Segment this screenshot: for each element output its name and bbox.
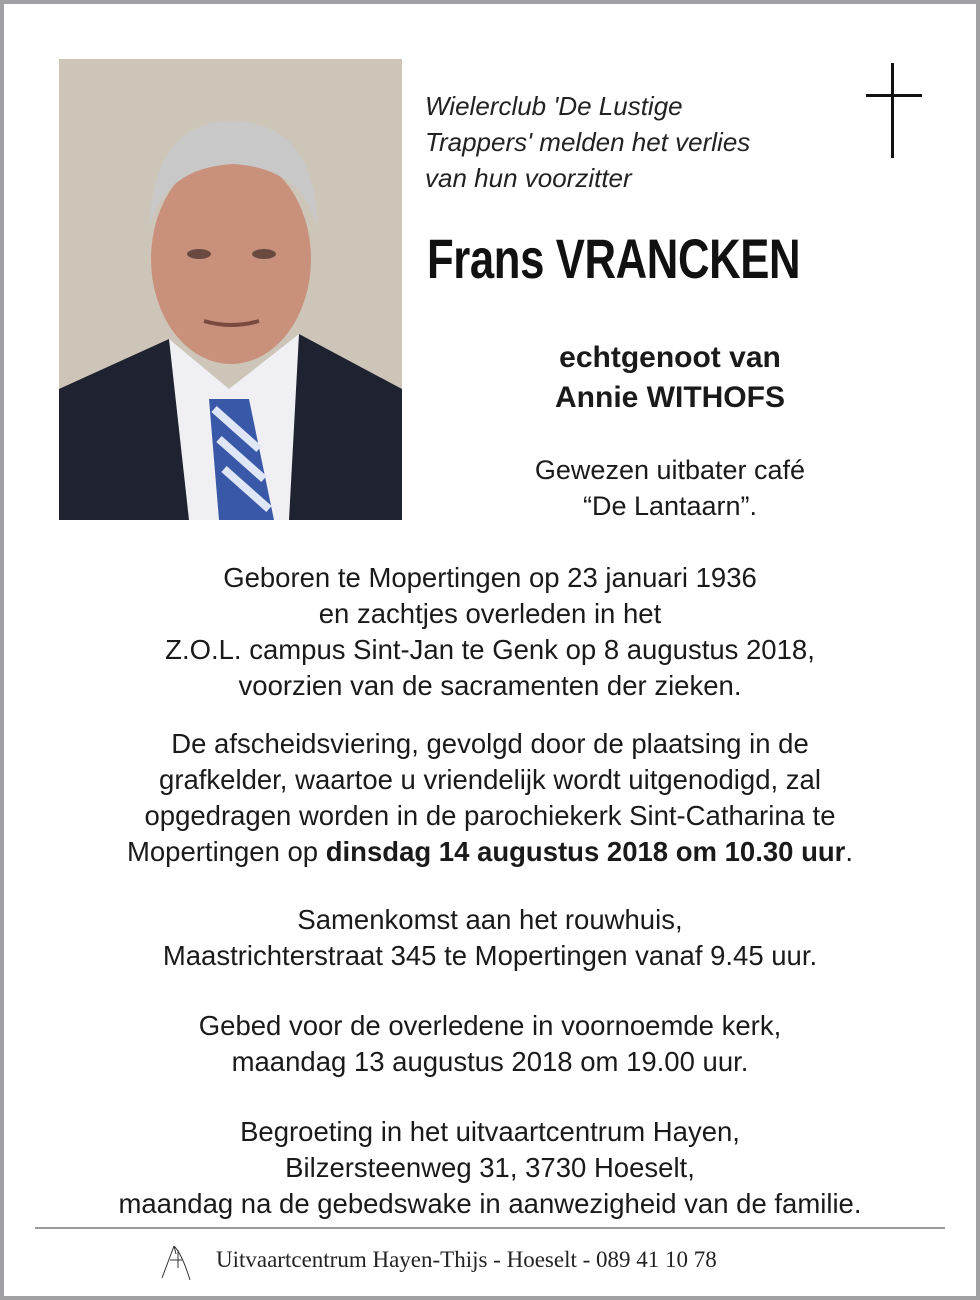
occupation-line: “De Lantaarn”. bbox=[582, 491, 758, 521]
text-line: maandag na de gebedswake in aanwezigheid van de familie. bbox=[118, 1188, 862, 1219]
intro-line: Wielerclub 'De Lustige bbox=[425, 91, 683, 121]
intro-line: van hun voorzitter bbox=[425, 163, 632, 193]
spouse-line: echtgenoot van bbox=[559, 341, 781, 374]
text-line: opgedragen worden in de parochiekerk Sint-Catharina te bbox=[144, 800, 836, 831]
footer-divider bbox=[35, 1227, 945, 1229]
text-line bbox=[30, 834, 950, 870]
text: . bbox=[845, 836, 854, 867]
portrait-photo bbox=[59, 59, 402, 520]
text-line: Z.O.L. campus Sint-Jan te Genk op 8 augustus 2018, bbox=[165, 634, 815, 665]
prayer-paragraph bbox=[30, 1008, 950, 1080]
intro-line: Trappers' melden het verlies bbox=[425, 127, 751, 157]
funeral-date: dinsdag 14 augustus 2018 om 10.30 uur bbox=[325, 836, 846, 867]
footer-text: Uitvaartcentrum Hayen-Thijs - Hoeselt - 089 41 10 78 bbox=[216, 1247, 717, 1272]
spouse-name: Annie WITHOFS bbox=[555, 381, 785, 414]
intro-text bbox=[425, 88, 750, 196]
text-line: Maastrichterstraat 345 te Mopertingen vanaf 9.45 uur. bbox=[162, 940, 818, 971]
text-line: maandag 13 augustus 2018 om 19.00 uur. bbox=[231, 1046, 749, 1077]
funeral-home-logo-icon bbox=[160, 1240, 196, 1280]
text-line: De afscheidsviering, gevolgd door de plaatsing in de bbox=[171, 728, 809, 759]
text-line: Begroeting in het uitvaartcentrum Hayen, bbox=[240, 1116, 740, 1147]
occupation bbox=[470, 452, 870, 524]
text-line: voorzien van de sacramenten der zieken. bbox=[238, 670, 742, 701]
text-line: Bilzersteenweg 31, 3730 Hoeselt, bbox=[285, 1152, 695, 1183]
birth-death-paragraph bbox=[30, 560, 950, 704]
funeral-paragraph bbox=[30, 726, 950, 870]
spouse-info bbox=[470, 338, 870, 418]
text: Mopertingen op bbox=[126, 836, 326, 867]
text-line: Geboren te Mopertingen op 23 januari 1936 bbox=[223, 562, 757, 593]
deceased-name: Frans VRANCKEN bbox=[427, 227, 801, 290]
occupation-line: Gewezen uitbater café bbox=[534, 455, 806, 485]
text-line: en zachtjes overleden in het bbox=[318, 598, 662, 629]
text-line: Samenkomst aan het rouwhuis, bbox=[297, 904, 683, 935]
footer bbox=[160, 1240, 717, 1280]
gathering-paragraph bbox=[30, 902, 950, 974]
text-line: Gebed voor de overledene in voornoemde kerk, bbox=[198, 1010, 782, 1041]
greeting-paragraph bbox=[30, 1114, 950, 1222]
text-line: grafkelder, waartoe u vriendelijk wordt uitgenodigd, zal bbox=[159, 764, 821, 795]
cross-icon bbox=[866, 63, 922, 158]
